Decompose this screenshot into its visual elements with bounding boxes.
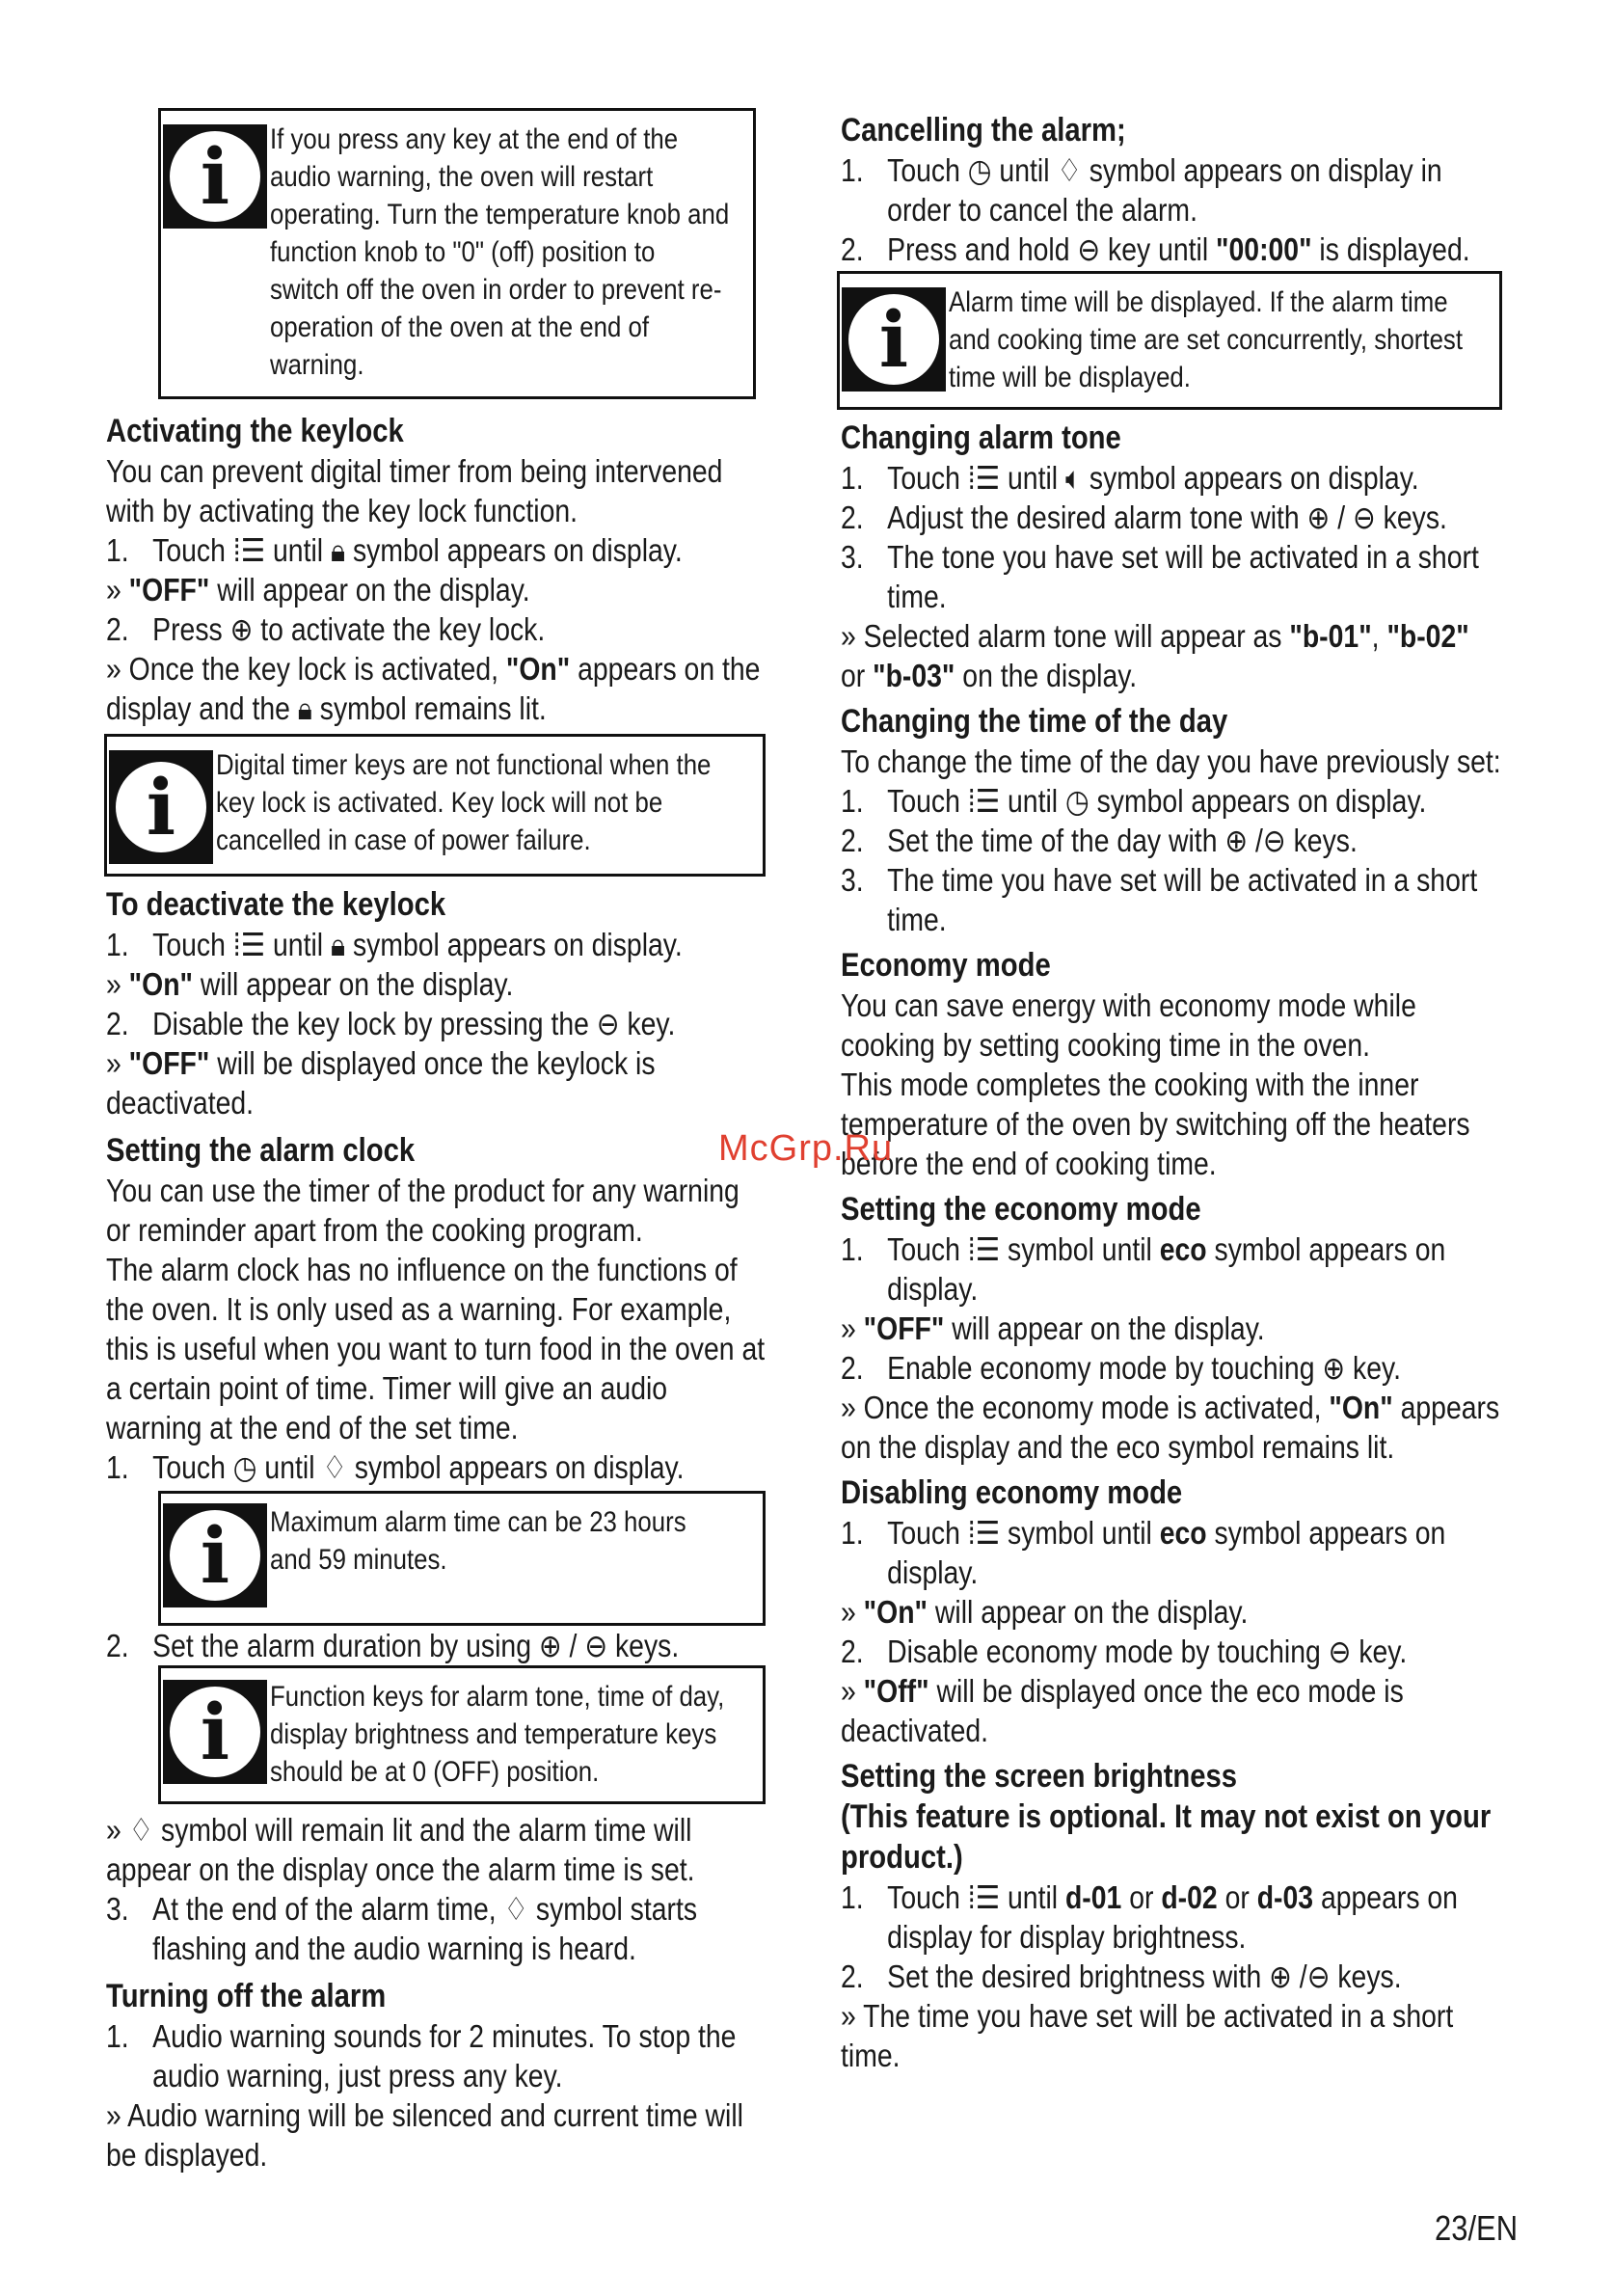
list-item: 2. Set the time of the day with ⊕ /⊖ keys. bbox=[841, 823, 1358, 858]
bell-icon: ♢ bbox=[128, 1812, 154, 1848]
list-item: 2. Disable economy mode by touching ⊖ key. bbox=[841, 1634, 1408, 1669]
list-item: 1. Touch ⁞☰ until 🔈︎ symbol appears on display. bbox=[841, 460, 1419, 496]
list-item: 2. Set the alarm duration by using ⊕ / ⊖ keys. bbox=[106, 1628, 680, 1663]
list-item: 1. Touch ⁞☰ until 🔒︎ symbol appears on display. bbox=[106, 532, 683, 568]
minus-icon: ⊖ bbox=[1262, 823, 1286, 858]
left-column: i If you press any key at the end of the audio warning, the oven will restart operating. Turn the temperature knob and function knob to "0" (off) position to switch off the oven in order to prevent re- operation of the oven at the end of warning. Activating the keylock You can prevent digital timer from being intervened with by activating the key lock function. 1. Touch ⁞☰ until 🔒︎ symbol appears on display. » "OFF" will appear on the display. 2. Press ⊕ to activate the key lock. » Once the key lock is activated, "On" appears on the display and the 🔒︎ symbol remains lit. i Digital timer keys are not functional when the key lock is activated. Key lock will not be cancelled in case of power failure. To deactivate the keylock 1. Touch ⁞☰ until 🔒︎ symbol appears on display. » "On" will appear on the display. 2. Disable the key lock by pressing the ⊖ key. » "OFF" will be displayed once the keylock is deactivated. Setting the alarm clock You can use the timer of the product for any warning or reminder apart from the cooking program. The alarm clock has no influence on the functions of the oven. It is only used as a warning. For example, this is useful when you want to turn food in the oven at a certain point of time. Timer will give an audio warning at the end of the set time. 1. Touch ◷ until ♢ symbol appears on display. i Maximum alarm time can be 23 hours and 59 minutes. 2. Set the alarm duration by using ⊕ / ⊖ keys. i Function keys for alarm tone, time of day, display brightness and temperature keys should be at 0 (OFF) position. » ♢ symbol will remain lit and the alarm time will appear on the display once the alarm time is set. 3. At the end of the alarm time, ♢ symbol starts flashing and the audio warning is heard. Turning off the alarm 1. Audio warning sounds for 2 minutes. To stop the audio warning, just press any key. » Audio warning will be silenced and current time will be displayed. bbox=[106, 106, 786, 2174]
info-icon: i bbox=[842, 287, 946, 392]
plus-icon: ⊕ bbox=[1322, 1350, 1346, 1386]
list-item: 3. At the end of the alarm time, ♢ symbol starts bbox=[106, 1891, 698, 1927]
minus-icon: ⊖ bbox=[1306, 1958, 1331, 1994]
list-item: 2. Disable the key lock by pressing the ⊖ key. bbox=[106, 1006, 676, 1041]
section-title: Changing alarm tone bbox=[841, 419, 1121, 456]
list-item: 2. Set the desired brightness with ⊕ /⊖ keys. bbox=[841, 1958, 1402, 1994]
plus-icon: ⊕ bbox=[1224, 823, 1249, 858]
info-icon: i bbox=[163, 1503, 267, 1607]
speaker-icon: 🔈︎ bbox=[1064, 460, 1083, 496]
clock-icon: ◷ bbox=[967, 152, 992, 188]
info-icon: i bbox=[163, 1680, 267, 1784]
info-icon: i bbox=[163, 124, 267, 229]
list-item: 1. Touch ◷ until ♢ symbol appears on display in bbox=[841, 152, 1442, 188]
list-item: 1. Audio warning sounds for 2 minutes. To stop the bbox=[106, 2018, 737, 2054]
minus-icon: ⊖ bbox=[584, 1628, 608, 1663]
plus-icon: ⊕ bbox=[538, 1628, 562, 1663]
lock-icon: 🔒︎ bbox=[330, 927, 346, 962]
menu-icon: ⁞☰ bbox=[967, 1879, 1001, 1915]
plus-icon: ⊕ bbox=[1306, 500, 1331, 535]
list-item: 1. Touch ◷ until ♢ symbol appears on display. bbox=[106, 1449, 685, 1485]
list-item: 1. Touch ⁞☰ symbol until eco symbol appears on bbox=[841, 1515, 1446, 1551]
page-number: 23/EN bbox=[1434, 2208, 1518, 2248]
lock-icon: 🔒︎ bbox=[330, 532, 346, 568]
section-title: Turning off the alarm bbox=[106, 1978, 387, 2014]
info-note: i Digital timer keys are not functional when the key lock is activated. Key lock will not be cancelled in case of power failure. bbox=[104, 734, 766, 877]
plus-icon: ⊕ bbox=[229, 611, 254, 647]
section-title: Changing the time of the day bbox=[841, 703, 1228, 740]
list-item: 2. Adjust the desired alarm tone with ⊕ / ⊖ keys. bbox=[841, 500, 1447, 535]
list-item: 2. Press ⊕ to activate the key lock. bbox=[106, 611, 546, 647]
info-note: i Maximum alarm time can be 23 hours and 59 minutes. bbox=[158, 1491, 766, 1626]
menu-icon: ⁞☰ bbox=[967, 1231, 1001, 1267]
minus-icon: ⊖ bbox=[1353, 500, 1376, 535]
list-item: 2. Enable economy mode by touching ⊕ key. bbox=[841, 1350, 1401, 1386]
minus-icon: ⊖ bbox=[1328, 1634, 1352, 1669]
bell-icon: ♢ bbox=[503, 1891, 529, 1927]
list-item: 1. Touch ⁞☰ until ◷ symbol appears on display. bbox=[841, 783, 1427, 819]
section-title: Setting the economy mode bbox=[841, 1191, 1201, 1228]
minus-icon: ⊖ bbox=[596, 1006, 620, 1041]
info-note: i Function keys for alarm tone, time of day, display brightness and temperature keys should be at 0 (OFF) position. bbox=[158, 1665, 766, 1804]
bell-icon: ♢ bbox=[1057, 152, 1082, 188]
list-item: 1. Touch ⁞☰ until 🔒︎ symbol appears on display. bbox=[106, 927, 683, 962]
clock-icon: ◷ bbox=[232, 1449, 257, 1485]
menu-icon: ⁞☰ bbox=[967, 460, 1001, 496]
list-item: 1. Touch ⁞☰ symbol until eco symbol appears on bbox=[841, 1231, 1446, 1267]
watermark: McGrp.Ru bbox=[718, 1128, 894, 1169]
menu-icon: ⁞☰ bbox=[967, 1515, 1001, 1551]
section-title: To deactivate the keylock bbox=[106, 886, 446, 923]
info-note: i If you press any key at the end of the audio warning, the oven will restart operating. Turn the temperature knob and function knob to "0" (off) position to switch off the oven in order to prevent re- operation of the oven at the end of warning. bbox=[158, 108, 756, 399]
menu-icon: ⁞☰ bbox=[232, 927, 266, 962]
list-item: 3. The time you have set will be activated in a short bbox=[841, 862, 1478, 898]
plus-icon: ⊕ bbox=[1269, 1958, 1292, 1994]
section-title: Activating the keylock bbox=[106, 413, 404, 449]
menu-icon: ⁞☰ bbox=[232, 532, 266, 568]
list-item: 3. The tone you have set will be activated in a short bbox=[841, 539, 1479, 575]
right-column: Cancelling the alarm; 1. Touch ◷ until ♢ symbol appears on display in order to cancel the alarm. 2. Press and hold ⊖ key until "00:00" is displayed. i Alarm time will be displayed. If the alarm time and cooking time are set concurrently, shortest time will be displayed. Changing alarm tone 1. Touch ⁞☰ until 🔈︎ symbol appears on display. 2. Adjust the desired alarm tone with ⊕ / ⊖ keys. 3. The tone you have set will be activated in a short time. » Selected alarm tone will appear as "b-01", "b-02" or "b-03" on the display. Changing the time of the day To change the time of the day you have previously set: 1. Touch ⁞☰ until ◷ symbol appears on display. 2. Set the time of the day with ⊕ /⊖ keys. 3. The time you have set will be activated in a short time. Economy mode You can save energy with economy mode while cooking by setting cooking time in the oven. This mode completes the cooking with the inner temperature of the oven by switching off the heaters before the end of cooking time. Setting the economy mode 1. Touch ⁞☰ symbol until eco symbol appears on display. » "OFF" will appear on the display. 2. Enable economy mode by touching ⊕ key. » Once the economy mode is activated, "On" appears on the display and the eco symbol remains lit. Disabling economy mode 1. Touch ⁞☰ symbol until eco symbol appears on display. » "On" will appear on the display. 2. Disable economy mode by touching ⊖ key. » "Off" will be displayed once the eco mode is deactivated. Setting the screen brightness (This feature is optional. It may not exist on your product.) 1. Touch ⁞☰ until d-01 or d-02 or d-03 appears on display for display brightness. 2. Set the desired brightness with ⊕ /⊖ keys. » The time you have set will be activated in a short time. bbox=[841, 110, 1516, 2075]
list-item: 1. Touch ⁞☰ until d-01 or d-02 or d-03 appears on bbox=[841, 1879, 1458, 1915]
section-title: Economy mode bbox=[841, 947, 1051, 984]
section-title: Cancelling the alarm; bbox=[841, 112, 1126, 149]
section-title: Disabling economy mode bbox=[841, 1474, 1183, 1511]
list-item: 2. Press and hold ⊖ key until "00:00" is displayed. bbox=[841, 231, 1470, 267]
minus-icon: ⊖ bbox=[1077, 231, 1101, 267]
bell-icon: ♢ bbox=[322, 1449, 347, 1485]
section-title: Setting the screen brightness bbox=[841, 1758, 1238, 1795]
section-title: Setting the alarm clock bbox=[106, 1132, 416, 1169]
lock-icon: 🔒︎ bbox=[297, 690, 312, 726]
info-note: i Alarm time will be displayed. If the alarm time and cooking time are set concurrently, shortest time will be displayed. bbox=[837, 271, 1502, 410]
info-icon: i bbox=[109, 750, 213, 864]
clock-icon: ◷ bbox=[1064, 783, 1089, 819]
menu-icon: ⁞☰ bbox=[967, 783, 1001, 819]
